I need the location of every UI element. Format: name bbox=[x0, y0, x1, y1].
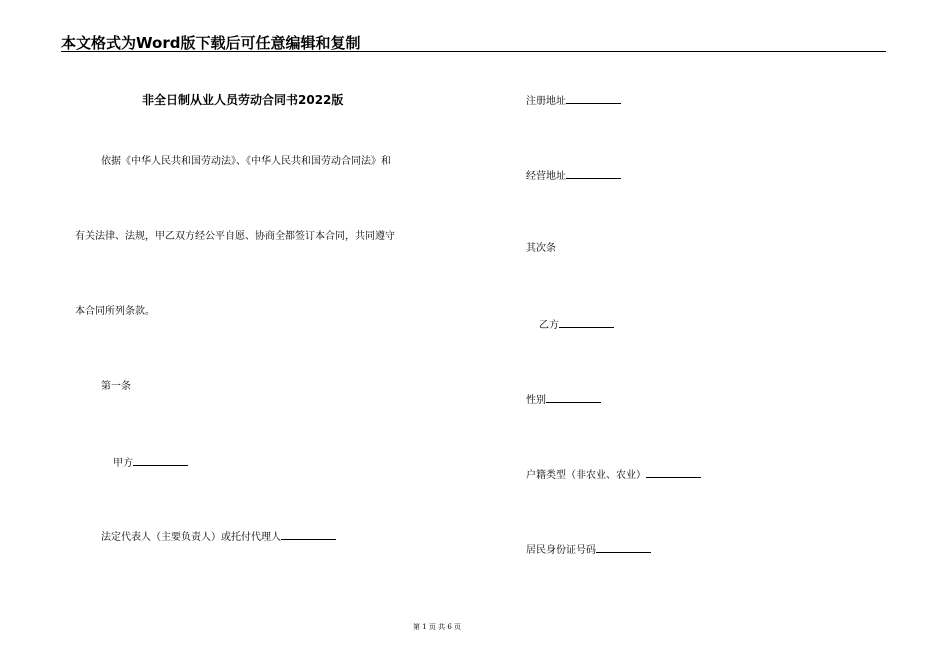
gender-blank bbox=[546, 392, 601, 403]
paragraph-line-2: 有关法律、法规，甲乙双方经公平自愿、协商全都签订本合同，共同遵守 bbox=[75, 231, 395, 242]
header-divider bbox=[61, 51, 886, 52]
household-type-field bbox=[526, 467, 701, 483]
paragraph-line-1: 依据《中华人民共和国劳动法》、《中华人民共和国劳动合同法》和 bbox=[101, 156, 391, 167]
reg-address-label: 注册地址 bbox=[526, 96, 566, 107]
legal-rep-label: 法定代表人（主要负责人）或托付代理人 bbox=[101, 532, 281, 543]
article-1-heading: 第一条 bbox=[101, 381, 131, 392]
party-a-label: 甲方 bbox=[113, 458, 133, 469]
reg-address-blank bbox=[566, 93, 621, 104]
party-b-label: 乙方 bbox=[539, 320, 559, 331]
party-b-blank bbox=[559, 317, 614, 328]
biz-address-field bbox=[526, 168, 621, 184]
biz-address-blank bbox=[566, 168, 621, 179]
document-title: 非全日制从业人员劳动合同书2022版 bbox=[142, 93, 344, 107]
id-number-blank bbox=[596, 542, 651, 553]
page-number: 第 1 页 共 6 页 bbox=[413, 623, 462, 631]
article-2-heading: 其次条 bbox=[526, 243, 556, 254]
id-number-field bbox=[526, 542, 651, 558]
legal-rep-blank bbox=[281, 529, 336, 540]
paragraph-line-3: 本合同所列条款。 bbox=[75, 306, 155, 317]
biz-address-label: 经营地址 bbox=[526, 171, 566, 182]
document-header: 本文格式为Word版下载后可任意编辑和复制 bbox=[61, 34, 361, 52]
household-type-label: 户籍类型（非农业、农业） bbox=[526, 470, 646, 481]
gender-label: 性别 bbox=[526, 395, 546, 406]
reg-address-field bbox=[526, 93, 621, 109]
legal-rep-field bbox=[101, 529, 336, 545]
party-a-blank bbox=[133, 455, 188, 466]
party-b-field bbox=[539, 317, 614, 333]
id-number-label: 居民身份证号码 bbox=[526, 545, 596, 556]
household-type-blank bbox=[646, 467, 701, 478]
gender-field bbox=[526, 392, 601, 408]
party-a-field bbox=[113, 455, 188, 471]
